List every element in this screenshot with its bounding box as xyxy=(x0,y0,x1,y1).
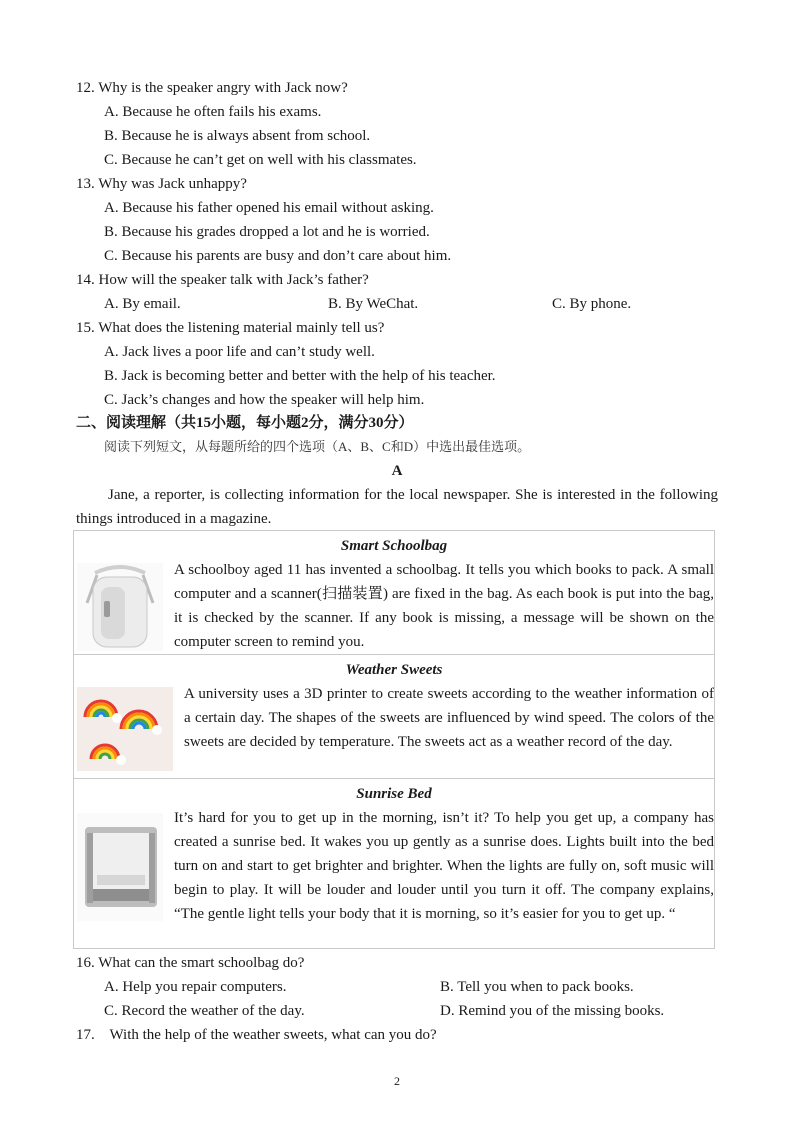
question-12: 12. Why is the speaker angry with Jack now? xyxy=(76,80,348,96)
question-16: 16. What can the smart schoolbag do? xyxy=(76,955,305,971)
item-title: Smart Schoolbag xyxy=(340,538,448,554)
question-15-option-b: B. Jack is becoming better and better with the help of his teacher. xyxy=(104,368,496,384)
item-text: It’s hard for you to get up in the morning, isn’t it? To help you get up, a company has created a sunrise bed. It wakes you up gently as a sunrise does. Lights built into the bed turn on and start to get brighter and brighter. When the lights are fully on, soft music will begin to play. It will be louder and louder until you turn it off. The company explains, “The gentle light tells your body that it is morning, so it’s easier for you to get up. “ xyxy=(174,810,714,922)
item-text: A university uses a 3D printer to create sweets according to the weather information of a certain day. The shapes of the sweets are influenced by wind speed. The colors of the sweets are decided by temperature. The sweets act as a weather record of the day. xyxy=(184,686,714,750)
items-table xyxy=(73,530,715,949)
question-16-option-c: C. Record the weather of the day. xyxy=(104,1003,305,1019)
question-13-option-c: C. Because his parents are busy and don’t care about him. xyxy=(104,248,452,264)
question-12-option-a: A. Because he often fails his exams. xyxy=(104,104,322,120)
question-15: 15. What does the listening material mainly tell us? xyxy=(76,320,385,336)
question-14-option-b: B. By WeChat. xyxy=(328,296,419,312)
question-15-option-c: C. Jack’s changes and how the speaker will help him. xyxy=(104,392,425,408)
item-row-sunrise-bed xyxy=(74,779,714,948)
question-13-option-b: B. Because his grades dropped a lot and he is worried. xyxy=(104,224,430,240)
question-14-option-a: A. By email. xyxy=(104,296,181,312)
rainbow-sweets-image xyxy=(77,687,173,771)
question-17: 17. With the help of the weather sweets, what can you do? xyxy=(76,1027,437,1043)
question-16-option-d: D. Remind you of the missing books. xyxy=(440,1003,665,1019)
item-text: A schoolboy aged 11 has invented a schoolbag. It tells you which books to pack. A small computer and a scanner(扫描装置) are fixed in the bag. As each book is put into the bag, it is checked by the scanner. If any book is missing, a message will be shown on the computer screen to remind you. xyxy=(174,562,714,650)
sunrise-bed-image xyxy=(77,813,163,921)
question-13: 13. Why was Jack unhappy? xyxy=(76,176,247,192)
item-row-weather-sweets xyxy=(74,655,714,779)
item-title: Sunrise Bed xyxy=(356,786,432,802)
page-number: 2 xyxy=(394,1074,400,1088)
question-14-option-c: C. By phone. xyxy=(552,296,632,312)
question-12-option-c: C. Because he can’t get on well with his classmates. xyxy=(104,152,417,168)
item-row-schoolbag xyxy=(74,531,714,655)
passage-label: A xyxy=(391,463,403,479)
question-16-option-b: B. Tell you when to pack books. xyxy=(440,979,634,995)
question-13-option-a: A. Because his father opened his email without asking. xyxy=(104,200,434,216)
question-12-option-b: B. Because he is always absent from school. xyxy=(104,128,371,144)
section-instruction: 阅读下列短文，从每题所给的四个选项（A、B、C和D）中选出最佳选项。 xyxy=(104,439,531,454)
schoolbag-image xyxy=(77,563,163,651)
item-title: Weather Sweets xyxy=(345,662,443,678)
question-16-option-a: A. Help you repair computers. xyxy=(104,979,287,995)
section-heading: 二、阅读理解（共15小题，每小题2分，满分30分） xyxy=(76,415,414,431)
passage-intro: Jane, a reporter, is collecting information for the local newspaper. She is interested in the following things introduced in a magazine. xyxy=(76,487,718,527)
question-14: 14. How will the speaker talk with Jack’s father? xyxy=(76,272,369,288)
question-15-option-a: A. Jack lives a poor life and can’t study well. xyxy=(104,344,375,360)
